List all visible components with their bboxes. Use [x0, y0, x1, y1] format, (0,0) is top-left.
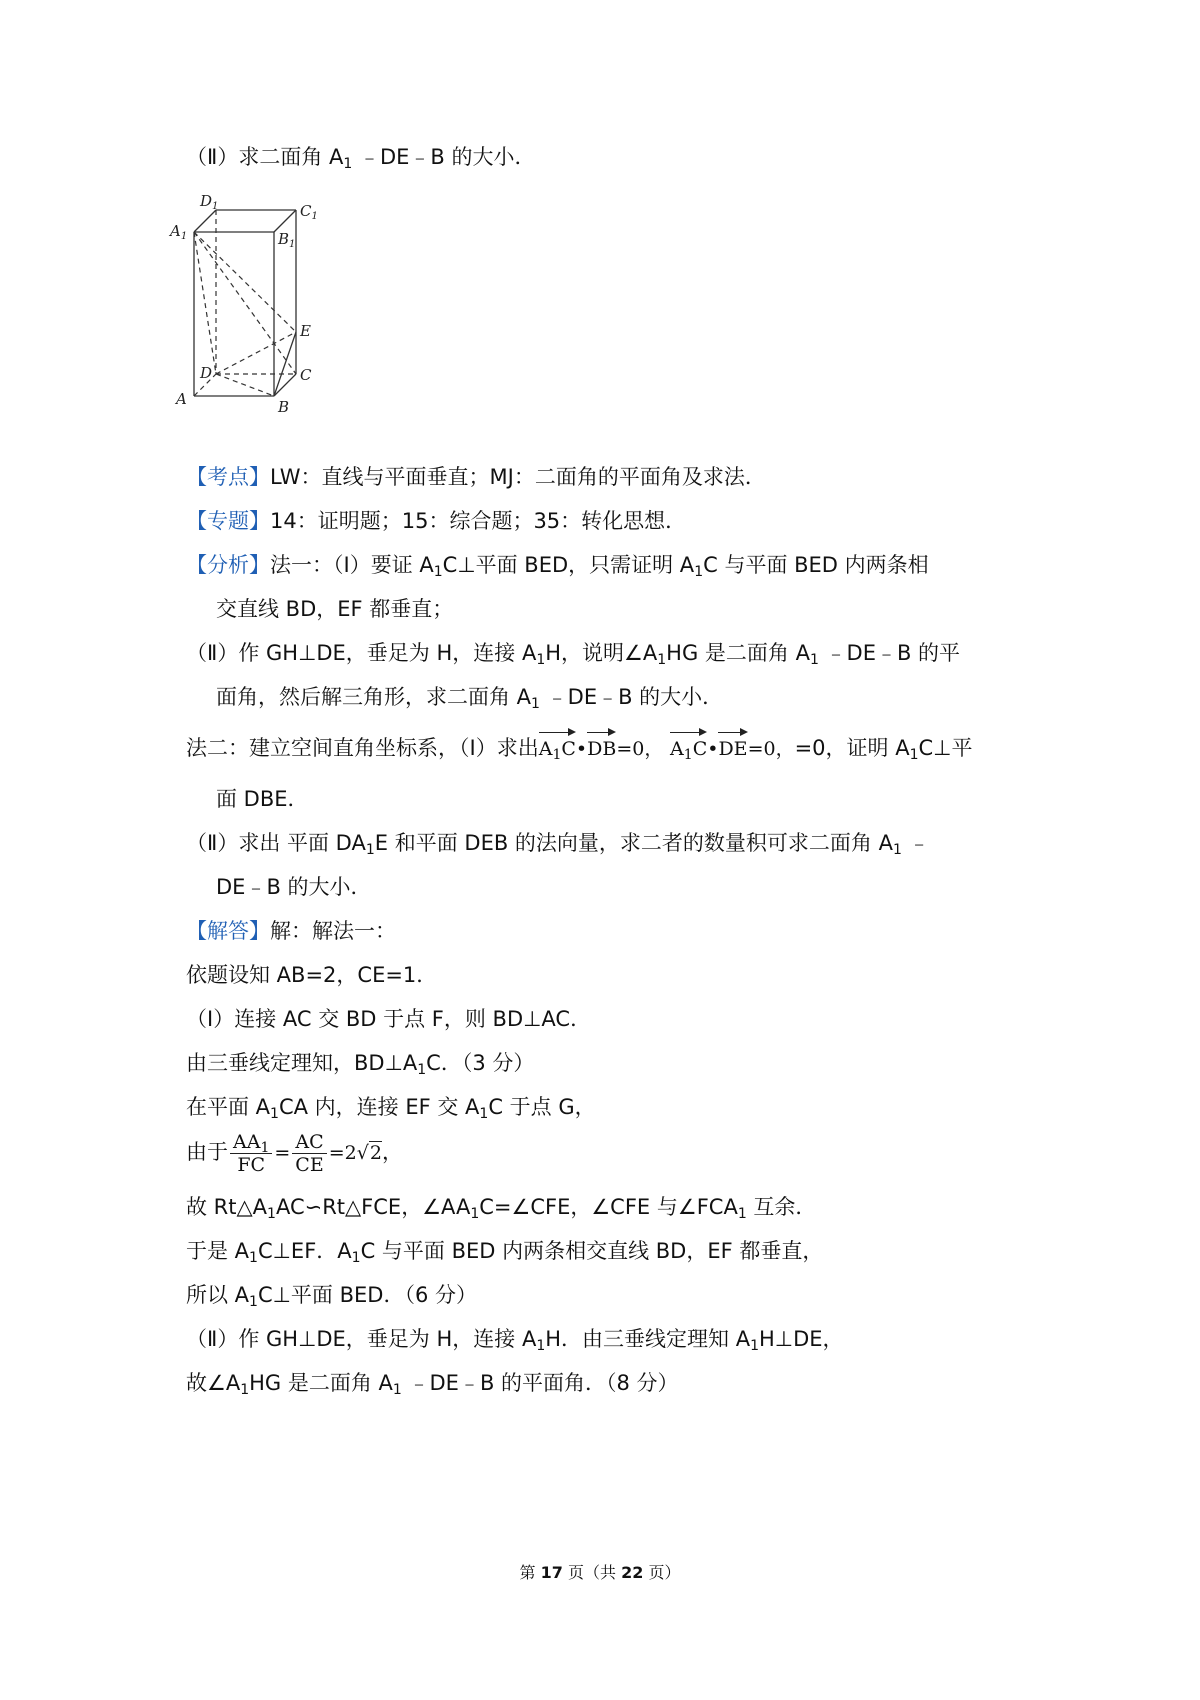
jieda-line-4: 在平面 $A_1CA$ 内，连接 EF 交 $A_1C$ 于点 G， — [186, 1095, 596, 1122]
fenxi-tag: 【分析】 — [186, 553, 270, 577]
jieda-line-7: 于是 $A_1C\perp EF$．$A_1C$ 与平面 BED 内两条相交直线 BD，EF 都垂直， — [186, 1239, 824, 1266]
fenxi-line-4: 面角，然后解三角形，求二面角 $A_1$ ﹣DE﹣B 的大小． — [216, 685, 724, 712]
jieda-line-2: （Ⅰ）连接 AC 交 BD 于点 F，则 BD⊥AC． — [186, 1007, 592, 1031]
kaodian-line: 【考点】LW：直线与平面垂直；MJ：二面角的平面角及求法． — [186, 465, 766, 489]
label-d1: $D_1$ — [200, 192, 219, 212]
fraction-aa1-fc: $\frac{AA_1}{FC}$ — [230, 1131, 272, 1176]
jieda-line-8: 所以 $A_1C\perp$平面 BED．（6 分） — [186, 1283, 477, 1310]
label-a1: $A_1$ — [170, 222, 188, 242]
jieda-line: 【解答】解：解法一： — [186, 919, 396, 943]
vector-a1c: $A_1C$ — [539, 728, 576, 764]
label-d: D — [200, 364, 213, 382]
vector-db: DB — [587, 728, 616, 764]
jieda-line-3: 由三垂线定理知，$BD\perp A_1C$．（3 分） — [186, 1051, 535, 1078]
question-2-line: （Ⅱ）求二面角 $A_1$ ﹣DE﹣B 的大小． — [186, 145, 536, 172]
page-total: 22 — [621, 1563, 644, 1582]
fenxi-line-2: 交直线 BD，EF 都垂直； — [216, 597, 454, 621]
fenxi-line-7: （Ⅱ）求出 平面 $DA_1E$ 和平面 DEB 的法向量，求二者的数量积可求二面角 $A_1$ ﹣ — [186, 831, 930, 858]
label-b1: $B_1$ — [278, 230, 296, 250]
label-b: B — [278, 398, 290, 416]
label-c: C — [300, 366, 312, 384]
page-footer: 第 17 页（共 22 页） — [519, 1563, 681, 1582]
fenxi-line-1: 【分析】法一：（Ⅰ）要证 $A_1C\perp$平面 BED，只需证明 $A_1C$ 与平面 BED 内两条相 — [186, 553, 929, 580]
vector-de: DE — [718, 728, 747, 764]
vector-a1c-2: $A_1C$ — [670, 728, 707, 764]
kaodian-tag: 【考点】 — [186, 465, 270, 489]
sqrt-2: 2 — [369, 1142, 382, 1164]
fenxi-line-5: 法二：建立空间直角坐标系，（Ⅰ）求出$A_1C•DB=0$， $A_1C•DE=0$，=0，证明 $A_1C\perp$平 — [186, 728, 972, 764]
page-number: 17 — [540, 1563, 563, 1582]
edge-be — [274, 332, 296, 396]
cuboid-figure — [170, 192, 346, 420]
label-e: E — [300, 322, 311, 340]
jieda-line-1: 依题设知 AB=2，CE=1． — [186, 963, 438, 987]
fenxi-line-8: DE﹣B 的大小． — [216, 875, 372, 899]
label-a: A — [176, 390, 187, 408]
fraction-ac-ce: $\frac{AC}{CE}$ — [292, 1131, 326, 1176]
jieda-tag: 【解答】 — [186, 919, 270, 943]
zhuanti-line: 【专题】14：证明题；15：综合题；35：转化思想． — [186, 509, 687, 533]
jieda-line-9: （Ⅱ）作 GH⊥DE，垂足为 H，连接 $A_1H$．由三垂线定理知 $A_1H\perp DE$， — [186, 1327, 844, 1354]
jieda-line-5: 由于 $\frac{AA_1}{FC}$ = $\frac{AC}{CE}$ =2√2， — [186, 1130, 403, 1176]
jieda-line-10: 故$\angle A_1HG$ 是二面角 $A_1$ ﹣DE﹣B 的平面角．（8 分） — [186, 1371, 679, 1398]
zhuanti-tag: 【专题】 — [186, 509, 270, 533]
jieda-line-6: 故 $Rt\triangle A_1AC∽Rt\triangle FCE$，$\angle AA_1C=\angle CFE$，∠CFE 与$\angle FCA_1$ 互余． — [186, 1195, 817, 1222]
fenxi-line-3: （Ⅱ）作 GH⊥DE，垂足为 H，连接 $A_1H$，说明$\angle A_1HG$ 是二面角 $A_1$ ﹣DE﹣B 的平 — [186, 641, 961, 668]
label-c1: $C_1$ — [300, 202, 318, 222]
fenxi-line-6: 面 DBE． — [216, 787, 309, 811]
